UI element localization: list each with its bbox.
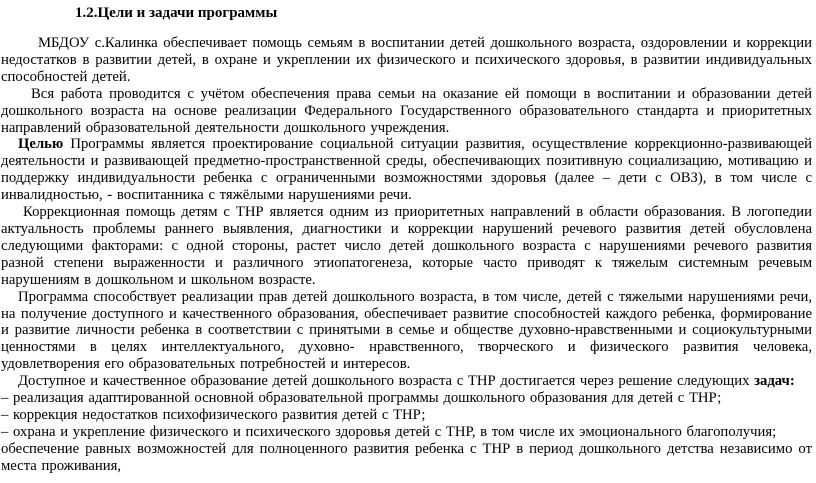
paragraph-text-bold: задач: [754, 373, 795, 390]
paragraph-text-bold: Целью [18, 136, 64, 153]
paragraph-text: Доступное и качественное образование детей дошкольного возраста с ТНР достигается через решение следующих [18, 373, 755, 390]
paragraph [1, 441, 812, 475]
paragraph [1, 289, 812, 374]
paragraph [1, 407, 812, 424]
section-heading: 1.2.Цели и задачи программы [75, 5, 278, 21]
paragraph [1, 35, 812, 86]
paragraph-text: Программа способствует реализации прав детей дошкольного возраста, в том числе, детей с тяжелыми нарушениями речи, на получение доступного и качественного образования, обеспечивает развитие способностей каждого ребенка, формирование и развитие личности ребенка в соответствии с принятыми в семье и обществе духовно-нравственными и социокультурными ценностями в целях интеллектуального, духовно- нравственного, творческого и физического развития человека, удовлетворения его образовательных потребностей и интересов. [1, 288, 812, 373]
paragraph-text: – реализация адаптированной основной образовательной программы дошкольного образования для детей с ТНР; [1, 390, 722, 407]
paragraph-text: обеспечение равных возможностей для полноценного развития ребенка с ТНР в период дошкольного детства независимо от места проживания, [1, 440, 812, 474]
paragraph-text: Программы является проектирование социальной ситуации развития, осуществление коррекционно-развивающей деятельности и развивающей предметно-пространственной среды, обеспечивающих позитивную социализацию, мотивацию и поддержку индивидуальности ребенка с ограниченными возможностями здоровья (далее – дети с ОВЗ), в том числе с инвалидностью, - воспитанника с тяжёлыми нарушениями речи. [1, 136, 812, 204]
document-body [1, 35, 812, 475]
paragraph [1, 390, 812, 407]
paragraph-text: Вся работа проводится с учётом обеспечения права семьи на оказание ей помощи в воспитании и образовании детей дошкольного возраста на основе реализации Федерального Государственного образовательного стандарта и приоритетных направлений образовательной деятельности дошкольного учреждения. [1, 85, 812, 136]
paragraph [1, 373, 812, 390]
paragraph-text: – коррекция недостатков психофизического развития детей с ТНР; [1, 406, 426, 423]
paragraph [1, 204, 812, 289]
paragraph [1, 86, 812, 137]
paragraph-text: МБДОУ с.Калинка обеспечивает помощь семьям в воспитании детей дошкольного возраста, оздоровлении и коррекции недостатков в развитии детей, в охране и укреплении их физического и психического здоровья, в развитии индивидуальных способностей детей. [1, 35, 812, 85]
paragraph-text: – охрана и укрепление физического и психического здоровья детей с ТНР, в том числе их эмоционального благополучия; [1, 423, 777, 440]
paragraph-text: Коррекционная помощь детям с ТНР является одним из приоритетных направлений в области образования. В логопедии актуальность проблемы раннего выявления, диагностики и коррекции нарушений речевого развития детей обусловлена следующими факторами: с одной стороны, растет число детей дошкольного возраста с нарушениями речевого развития разной степени выраженности и различного этиопатогенеза, которые часто приводят к тяжелым системным речевым нарушениям в дошкольном и школьном возрасте. [1, 204, 812, 288]
paragraph [1, 136, 812, 204]
paragraph [1, 424, 812, 441]
